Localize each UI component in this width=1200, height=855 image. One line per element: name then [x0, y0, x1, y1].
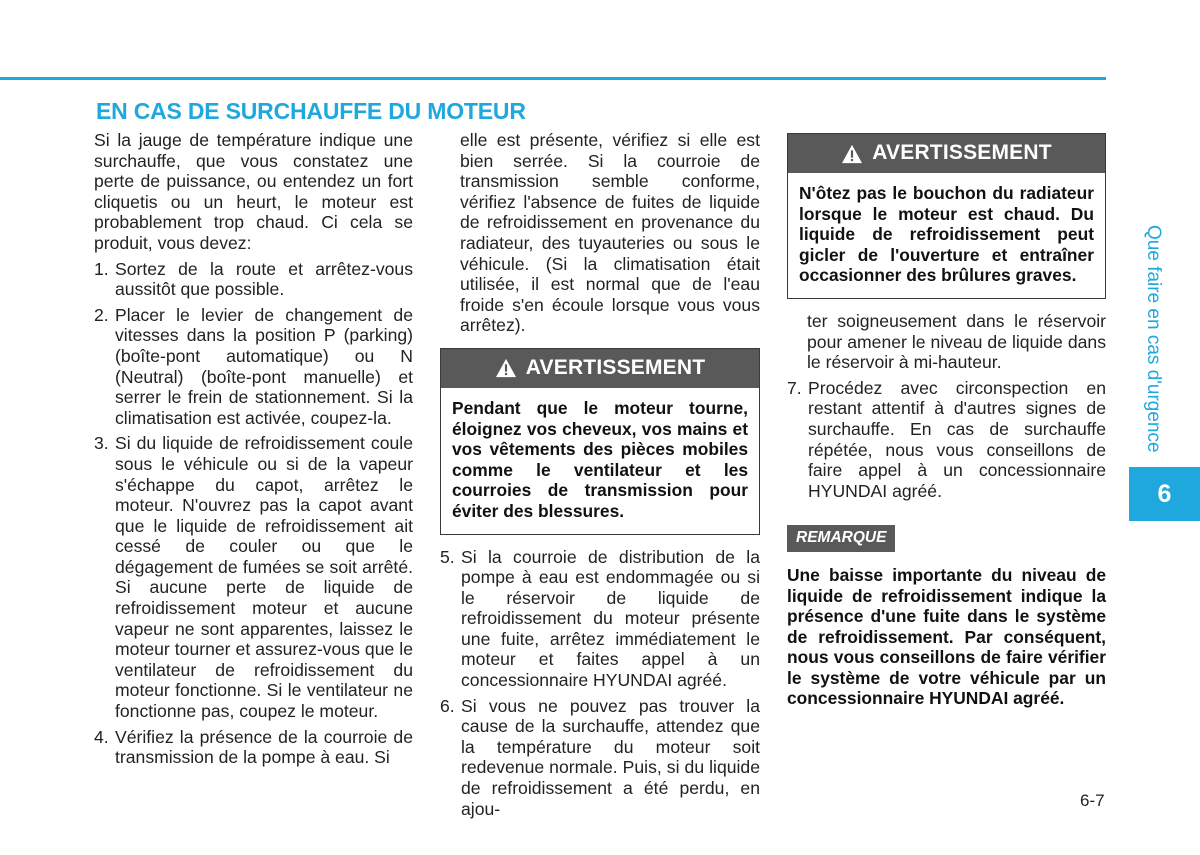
- intro-paragraph: Si la jauge de température indique une surchauffe, que vous constatez une perte de puissance, ou entendez un fort cliquetis ou un heurt, le moteur est probablement trop chaud. Ci cela se produit, vous devez:: [94, 130, 413, 253]
- step-text: Si vous ne pouvez pas trouver la cause de la surchauffe, attendez que la température du moteur soit redevenue normale. Puis, si du liquide de refroidissement a été perdu, en ajou-: [461, 695, 760, 819]
- warning-box-moving-parts: [440, 348, 760, 535]
- warning-text: Pendant que le moteur tourne, éloignez vos cheveux, vos mains et vos vêtements des pièces mobiles comme le ventilateur et les courroies de transmission pour éviter des blessures.: [452, 397, 748, 521]
- list-item-step-1: [94, 259, 413, 300]
- steps-list-part1: [94, 259, 413, 768]
- step-text: Si du liquide de refroidissement coule sous le véhicule ou si de la vapeur s'échappe du capot, arrêtez le moteur. N'ouvrez pas la capot avant que le liquide de refroidissement ait cessé de couler ou que le dégagement de fumées se soit arrêté. Si aucune perte de liquide de refroidissement moteur et aucune vapeur ne sont apparentes, laissez le moteur tourner et assurez-vous que le ventilateur de refroidissement du moteur fonctionne. Si le ventilateur ne fonctionne pas, coupez le moteur.: [115, 433, 413, 722]
- step-number: 1.: [94, 258, 109, 279]
- chapter-side-title: Que faire en cas d'urgence: [1143, 225, 1164, 453]
- column-middle: [440, 130, 760, 819]
- list-item-step-7: [787, 378, 1106, 502]
- list-item-step-5: [440, 547, 760, 691]
- step-text: Sortez de la route et arrêtez-vous aussitôt que possible.: [115, 258, 413, 300]
- list-item-step-6: [440, 696, 760, 820]
- header-rule: [0, 77, 1106, 80]
- step-number: 6.: [440, 695, 455, 716]
- step-6-continuation: ter soigneusement dans le réservoir pour amener le niveau de liquide dans le réservoir à mi-hauteur.: [807, 310, 1106, 373]
- warning-triangle-icon: [495, 358, 517, 378]
- warning-title: AVERTISSEMENT: [525, 356, 706, 380]
- step-text: Si la courroie de distribution de la pompe à eau est endommagée ou si le réservoir de liquide de refroidissement du moteur présente une fuite, arrêtez immédiatement le moteur et faites appel à un concessionnaire HYUNDAI agréé.: [461, 546, 760, 691]
- warning-box-radiator-cap: [787, 133, 1106, 299]
- chapter-number-tab: 6: [1129, 467, 1200, 521]
- step-number: 2.: [94, 304, 109, 325]
- step-number: 5.: [440, 546, 455, 567]
- step-4-continuation: elle est présente, vérifiez si elle est bien serrée. Si la courroie de transmission semble conforme, vérifiez l'absence de fuites de liquide de refroidissement en provenance du radiateur, des tuyauteries ou sous le véhicule. (Si la climatisation était utilisée, il est normal que de l'eau froide s'en écoule lorsque vous vous arrêtez).: [460, 130, 760, 336]
- column-right: [787, 130, 1106, 709]
- step-text: Vérifiez la présence de la courroie de transmission de la pompe à eau. Si: [115, 726, 413, 768]
- list-item-step-4: [94, 727, 413, 768]
- warning-header: [441, 349, 759, 388]
- page-number: 6-7: [1080, 791, 1105, 810]
- step-number: 7.: [787, 377, 802, 398]
- warning-title: AVERTISSEMENT: [872, 141, 1052, 165]
- step-number: 3.: [94, 433, 109, 454]
- steps-list-part2: [440, 547, 760, 820]
- warning-header: [788, 134, 1105, 173]
- list-item-step-3: [94, 433, 413, 721]
- warning-text: N'ôtez pas le bouchon du radiateur lorsque le moteur est chaud. Du liquide de refroidissement peut gicler de l'ouverture et entraîner occasionner des brûlures graves.: [799, 183, 1094, 286]
- steps-list-part3: [787, 378, 1106, 502]
- warning-triangle-icon: [841, 144, 863, 164]
- section-title: EN CAS DE SURCHAUFFE DU MOTEUR: [96, 98, 526, 124]
- column-left: [94, 130, 413, 768]
- note-label: REMARQUE: [787, 525, 895, 552]
- step-text: Procédez avec circonspection en restant attentif à d'autres signes de surchauffe. En cas de surchauffe répétée, nous vous conseillons de faire appel à un concessionnaire HYUNDAI agréé.: [808, 377, 1106, 501]
- note-text: Une baisse importante du niveau de liquide de refroidissement indique la présence d'une fuite dans le système de refroidissement. Par conséquent, nous vous conseillons de faire vérifier le système de votre véhicule par un concessionnaire HYUNDAI agréé.: [787, 564, 1106, 709]
- list-item-step-2: [94, 305, 413, 429]
- step-number: 4.: [94, 726, 109, 747]
- step-text: Placer le levier de changement de vitesses dans la position P (parking) (boîte-pont automatique) ou N (Neutral) (boîte-pont manuelle) et serrer le frein de stationnement. Si la climatisation est activée, coupez-la.: [115, 304, 413, 428]
